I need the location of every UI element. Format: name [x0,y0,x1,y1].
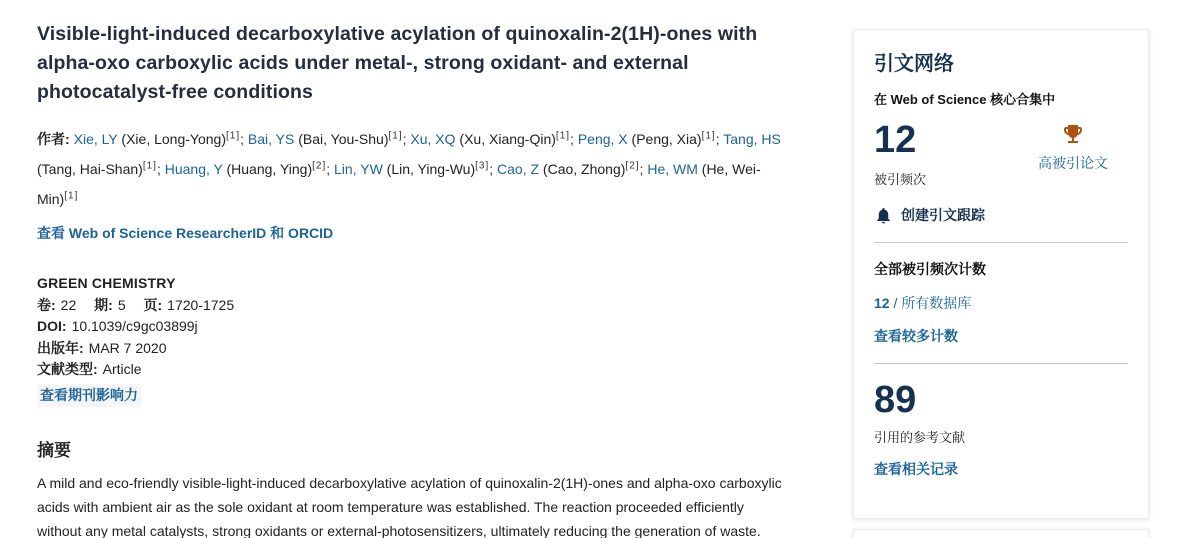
divider [874,363,1128,364]
see-more-counts-link[interactable]: 查看较多计数 [874,328,958,344]
next-card-top-edge [853,529,1149,538]
abstract-section [37,436,782,538]
journal-info [37,273,782,407]
pub-year-row [37,338,782,360]
doi-label: DOI: [37,318,67,334]
author-fullname: (Xu, Xiang-Qin) [455,131,556,147]
times-cited-block [874,118,1018,188]
authors-label: 作者: [37,131,70,147]
author-fullname: (Tang, Hai-Shan) [37,161,143,177]
author-separator: ; [240,131,248,147]
page-title: Visible-light-induced decarboxylative acylation of quinoxalin-2(1H)-ones with alpha-oxo carboxylic acids under metal-, strong oxidant- and external photocatalyst-free conditions [37,23,758,103]
pages-label: 页: [143,296,163,313]
doi-value: 10.1039/c9gc03899j [71,318,198,334]
author-fullname: (Lin, Ying-Wu) [382,161,476,177]
divider [874,242,1128,243]
author-fullname: (Huang, Ying) [222,161,313,177]
author-affiliation-superscript: [2] [312,160,327,172]
journal-name: GREEN CHEMISTRY [37,275,176,291]
author-separator: ; [715,131,724,147]
create-citation-alert-label: 创建引文跟踪 [901,207,985,223]
author-fullname: (Cao, Zhong) [539,161,626,177]
author-link[interactable]: Tang, HS [723,131,781,147]
citation-network-heading: 引文网络 [874,53,954,75]
author-separator: ; [326,161,335,177]
core-collection-label: 在 Web of Science 核心合集中 [874,92,1056,107]
journal-impact-link[interactable]: 查看期刊影响力 [37,384,141,408]
issue-label: 期: [94,296,113,313]
author-link[interactable]: Peng, X [577,131,628,147]
bell-icon [874,206,893,225]
doc-type-row [37,359,782,381]
view-related-records-link[interactable]: 查看相关记录 [874,461,958,477]
author-link[interactable]: Cao, Z [497,161,540,177]
highly-cited-paper-link[interactable]: 高被引论文 [1038,155,1108,171]
all-databases-count: 12 [874,295,890,311]
author-separator: ; [156,161,165,177]
author-link[interactable]: Huang, Y [164,161,223,177]
cited-references-count: 89 [874,379,917,421]
article-record [37,20,782,538]
cited-references-label: 引用的参考文献 [874,430,966,445]
pub-year-value: MAR 7 2020 [88,339,167,356]
author-affiliation-superscript: [1] [64,190,79,202]
times-cited-count: 12 [874,119,917,161]
abstract-text: A mild and eco-friendly visible-light-induced decarboxylative acylation of quinoxalin-2(1H)-ones and alpha-oxo carboxylic acids with ambient air as the sole oxidant at room temperature was established. The reaction proceeded efficiently without any metal catalysts, strong oxidants or external-photosensitizers, ultimately reducing the generation of waste. [37,475,782,538]
times-cited-row [874,118,1128,188]
researcherid-orcid-link[interactable]: 查看 Web of Science ResearcherID 和 ORCID [37,225,334,241]
author-link[interactable]: Xu, XQ [410,131,456,147]
all-citation-counts-heading: 全部被引频次计数 [874,261,986,277]
author-separator: ; [489,161,498,177]
author-affiliation-superscript: [3] [475,160,490,172]
author-affiliation-superscript: [1] [388,130,403,142]
author-affiliation-superscript: [2] [625,160,640,172]
author-affiliation-superscript: [1] [142,160,157,172]
volume-issue-pages-row [37,295,782,317]
abstract-heading: 摘要 [37,441,71,460]
doi-row [37,316,782,338]
author-link[interactable]: Xie, LY [73,131,118,147]
author-separator: ; [639,161,648,177]
author-separator: ; [570,131,578,147]
author-fullname: (Peng, Xia) [627,131,702,147]
doc-type-value: Article [102,361,142,377]
author-link[interactable]: Lin, YW [334,161,383,177]
author-affiliation-superscript: [1] [555,130,571,142]
authors-list [37,131,781,207]
author-link[interactable]: Bai, YS [247,131,295,147]
pages-value: 1720-1725 [167,296,235,313]
citation-network-card [853,29,1149,519]
author-fullname: (He, Wei-Min) [37,161,761,207]
author-affiliation-superscript: [1] [701,130,716,142]
doc-type-label: 文献类型: [37,361,98,377]
author-separator: ; [402,131,411,147]
create-citation-alert-link[interactable] [874,205,1128,225]
author-link[interactable]: He, WM [647,161,698,177]
author-affiliation-superscript: [1] [225,130,241,142]
all-databases-link[interactable] [874,293,971,313]
times-cited-label: 被引频次 [874,172,927,187]
trophy-icon [1061,122,1085,146]
author-fullname: (Bai, You-Shu) [294,131,389,147]
issue-value: 5 [117,296,126,313]
author-fullname: (Xie, Long-Yong) [117,131,226,147]
highly-cited-block [1018,118,1128,173]
pub-year-label: 出版年: [37,339,84,356]
volume-label: 卷: [37,296,56,313]
all-databases-suffix: / 所有数据库 [889,295,972,311]
authors-line [37,124,782,214]
volume-value: 22 [60,296,77,313]
